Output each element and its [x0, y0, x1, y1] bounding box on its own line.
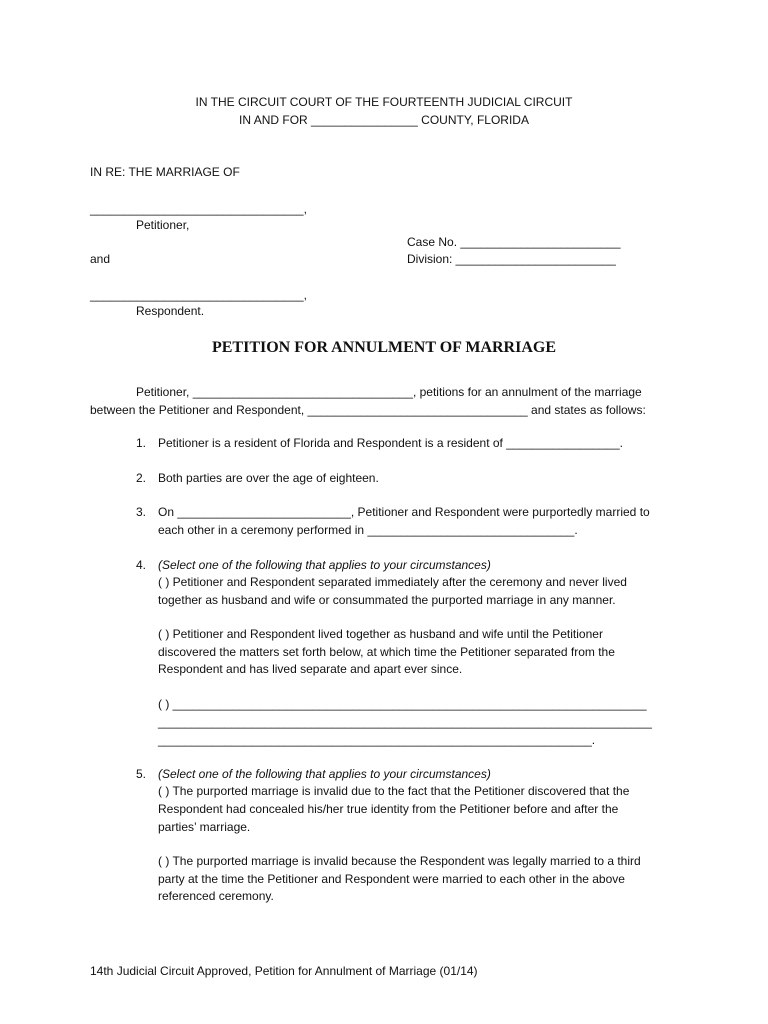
item-5-option1-line1: ( ) The purported marriage is invalid due to the fact that the Petitioner discovered that the: [158, 784, 630, 798]
petitioner-label: Petitioner,: [136, 218, 190, 232]
item-5-option2-line2: party at the time the Petitioner and Respondent were married to each other in the above: [158, 872, 625, 886]
item-4-instruction: (Select one of the following that applies to your circumstances): [158, 558, 491, 572]
item-1-text: Petitioner is a resident of Florida and Respondent is a resident of _________________.: [158, 436, 623, 450]
item-5-option1-line2: Respondent had concealed his/her true identity from the Petitioner before and after the: [158, 802, 619, 816]
respondent-name-blank: ________________________________,: [90, 288, 307, 302]
intro-line1: Petitioner, _________________________________, petitions for an annulment of the marriage: [136, 385, 642, 399]
item-4-option3-line2: __________________________________________________________________________: [158, 715, 652, 729]
item-3-line1: On __________________________, Petitioner and Respondent were purportedly married to: [158, 505, 650, 519]
division-field: Division: ________________________: [407, 252, 616, 266]
item-5-option1-line3: parties’ marriage.: [158, 820, 251, 834]
document-title: PETITION FOR ANNULMENT OF MARRIAGE: [211, 339, 557, 356]
petitioner-name-blank: ________________________________,: [90, 202, 307, 216]
item-3-number: 3.: [136, 505, 147, 519]
item-5-instruction: (Select one of the following that applies to your circumstances): [158, 767, 491, 781]
respondent-label: Respondent.: [136, 304, 205, 318]
and-label: and: [90, 252, 111, 266]
item-4-number: 4.: [136, 558, 147, 572]
item-2-number: 2.: [136, 471, 147, 485]
item-4-option2-line1: ( ) Petitioner and Respondent lived together as husband and wife until the Petitioner: [158, 627, 603, 641]
item-4-option3-line1: ( ) _______________________________________________________________________: [158, 697, 647, 711]
item-5-number: 5.: [136, 767, 147, 781]
item-3-line2: each other in a ceremony performed in _______________________________.: [158, 523, 578, 537]
intro-line2: between the Petitioner and Respondent, _________________________________ and states as follows:: [90, 403, 646, 417]
item-2-text: Both parties are over the age of eighteen.: [158, 471, 379, 485]
item-4-option1-line2: together as husband and wife or consummated the purported marriage in any manner.: [158, 593, 616, 607]
in-re-label: IN RE: THE MARRIAGE OF: [90, 165, 240, 179]
item-5-option2-line3: referenced ceremony.: [158, 889, 274, 903]
court-header-line1: IN THE CIRCUIT COURT OF THE FOURTEENTH JUDICIAL CIRCUIT: [195, 95, 573, 109]
court-header-line2: IN AND FOR ________________ COUNTY, FLORIDA: [239, 113, 529, 127]
item-4-option2-line3: Respondent and has lived separate and apart ever since.: [158, 662, 463, 676]
item-4-option1-line1: ( ) Petitioner and Respondent separated immediately after the ceremony and never lived: [158, 575, 627, 589]
case-number-field: Case No. ________________________: [407, 235, 621, 249]
item-4-option2-line2: discovered the matters set forth below, at which time the Petitioner separated from the: [158, 645, 615, 659]
page-footer: 14th Judicial Circuit Approved, Petition for Annulment of Marriage (01/14): [90, 964, 478, 978]
item-5-option2-line1: ( ) The purported marriage is invalid because the Respondent was legally married to a third: [158, 854, 641, 868]
item-4-option3-line3: _________________________________________________________________.: [158, 733, 596, 747]
item-1-number: 1.: [136, 436, 147, 450]
